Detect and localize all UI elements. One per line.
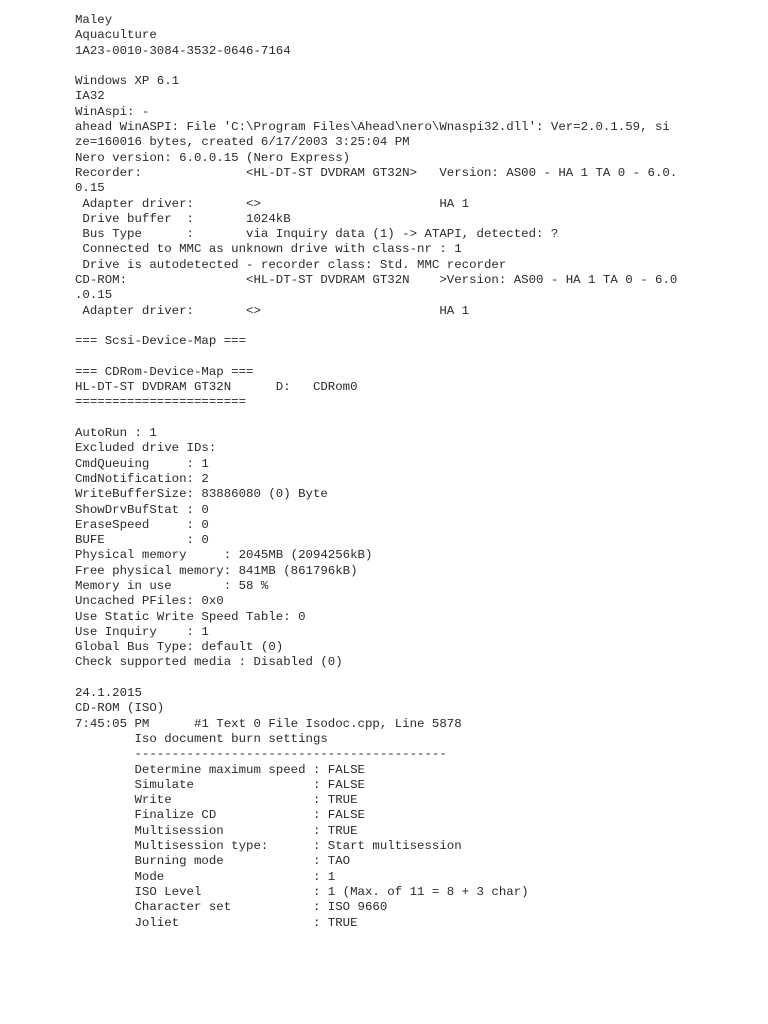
log-line: Adapter driver: <> HA 1 — [75, 303, 470, 318]
log-line: Global Bus Type: default (0) — [75, 640, 284, 655]
log-line: WinAspi: - — [75, 104, 150, 119]
log-line: Write : TRUE — [75, 793, 358, 808]
log-line: Use Inquiry : 1 — [75, 624, 209, 639]
log-line — [75, 319, 768, 334]
log-line: Drive buffer : 1024kB — [75, 211, 291, 226]
log-line: WriteBufferSize: 83886080 (0) Byte — [75, 487, 328, 502]
log-line: .0.15 — [75, 288, 113, 303]
log-line: Use Static Write Speed Table: 0 — [75, 609, 306, 624]
log-line — [75, 411, 768, 426]
log-line: 1A23-0010-3084-3532-0646-7164 — [75, 43, 291, 58]
log-line: Determine maximum speed : FALSE — [75, 762, 365, 777]
log-line: Physical memory : 2045MB (2094256kB) — [75, 548, 373, 563]
log-line: ShowDrvBufStat : 0 — [75, 502, 209, 517]
log-line: Mode : 1 — [75, 869, 336, 884]
log-line: BUFE : 0 — [75, 533, 209, 548]
log-line: CD-ROM: <HL-DT-ST DVDRAM GT32N >Version: AS00 - HA 1 TA 0 - 6.0 — [75, 273, 678, 288]
log-line: ze=160016 bytes, created 6/17/2003 3:25:04 PM — [75, 135, 410, 150]
log-line: ------------------------------------------ — [75, 747, 447, 762]
log-line: Drive is autodetected - recorder class: Std. MMC recorder — [75, 257, 507, 272]
log-line: Simulate : FALSE — [75, 777, 365, 792]
log-line: CmdQueuing : 1 — [75, 456, 209, 471]
log-line: Windows XP 6.1 — [75, 74, 180, 89]
log-line: CD-ROM (ISO) — [75, 701, 165, 716]
log-line: Finalize CD : FALSE — [75, 808, 365, 823]
log-line: CmdNotification: 2 — [75, 471, 209, 486]
log-line: Connected to MMC as unknown drive with class-nr : 1 — [75, 242, 462, 257]
log-line: Burning mode : TAO — [75, 854, 351, 869]
log-line: Character set : ISO 9660 — [75, 900, 388, 915]
log-line: 24.1.2015 — [75, 686, 142, 701]
log-line: 0.15 — [75, 181, 105, 196]
log-line: Adapter driver: <> HA 1 — [75, 196, 470, 211]
log-line: Multisession type: : Start multisession — [75, 839, 462, 854]
log-document — [75, 13, 768, 931]
log-line: EraseSpeed : 0 — [75, 517, 209, 532]
log-line — [75, 59, 768, 74]
log-line: Uncached PFiles: 0x0 — [75, 594, 224, 609]
log-line: Recorder: <HL-DT-ST DVDRAM GT32N> Version: AS00 - HA 1 TA 0 - 6.0. — [75, 165, 678, 180]
log-line: Memory in use : 58 % — [75, 578, 269, 593]
log-line — [75, 671, 768, 686]
log-line: Iso document burn settings — [75, 731, 328, 746]
log-line: Excluded drive IDs: — [75, 441, 217, 456]
log-line: ======================= — [75, 395, 247, 410]
log-line: Free physical memory: 841MB (861796kB) — [75, 563, 358, 578]
log-line: Check supported media : Disabled (0) — [75, 655, 343, 670]
log-line: Multisession : TRUE — [75, 823, 358, 838]
log-line: === CDRom-Device-Map === — [75, 364, 254, 379]
log-line: 7:45:05 PM #1 Text 0 File Isodoc.cpp, Line 5878 — [75, 716, 462, 731]
log-line: Joliet : TRUE — [75, 915, 358, 930]
log-line: Maley — [75, 13, 113, 27]
log-line: IA32 — [75, 89, 105, 104]
log-line: Bus Type : via Inquiry data (1) -> ATAPI, detected: ? — [75, 227, 559, 242]
log-line: ahead WinASPI: File 'C:\Program Files\Ahead\nero\Wnaspi32.dll': Ver=2.0.1.59, si — [75, 120, 670, 135]
log-line: Aquaculture — [75, 28, 157, 43]
log-line: AutoRun : 1 — [75, 426, 157, 441]
log-line: ISO Level : 1 (Max. of 11 = 8 + 3 char) — [75, 884, 529, 899]
log-line: === Scsi-Device-Map === — [75, 334, 247, 349]
log-line: Nero version: 6.0.0.15 (Nero Express) — [75, 150, 351, 165]
log-line: HL-DT-ST DVDRAM GT32N D: CDRom0 — [75, 380, 358, 395]
log-line — [75, 350, 768, 365]
